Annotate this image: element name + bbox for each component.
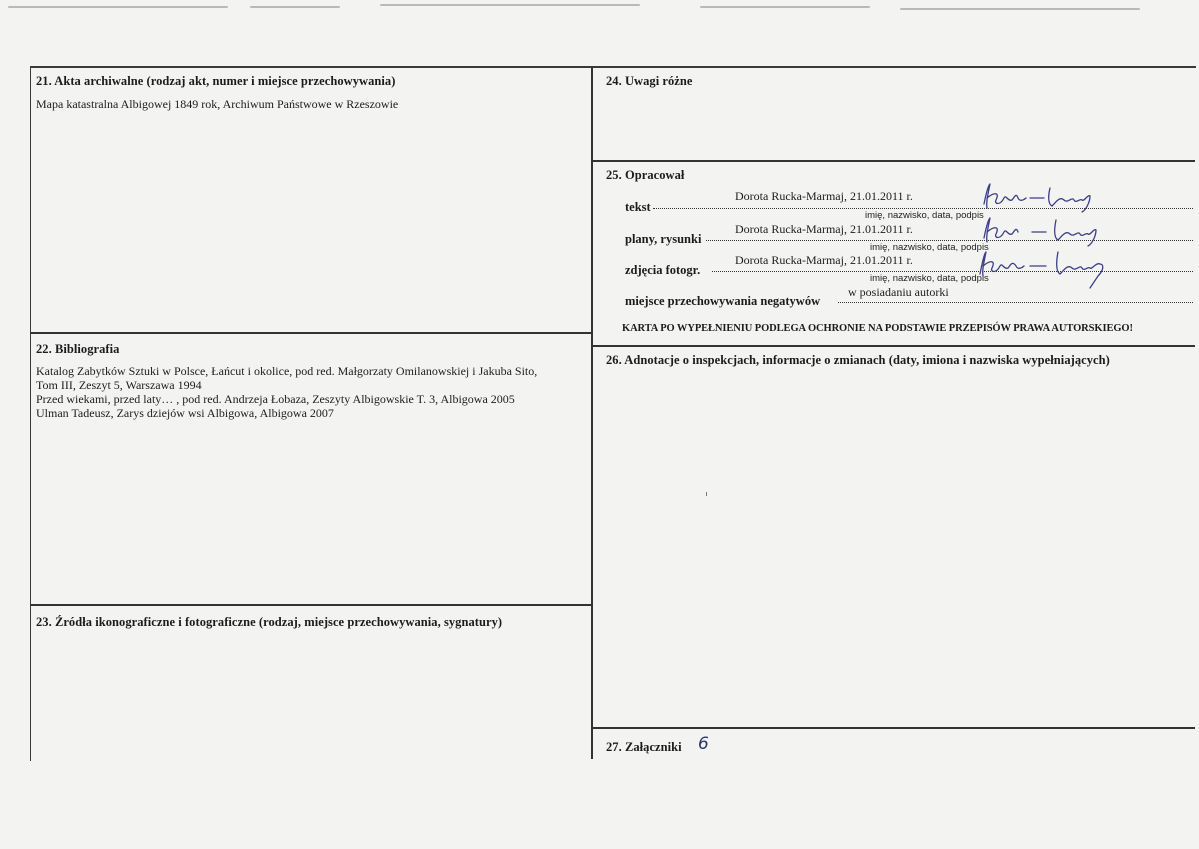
value-miejsce-negatywow: w posiadaniu autorki xyxy=(848,285,949,299)
hint-plany-rysunki: imię, nazwisko, data, podpis xyxy=(870,242,989,253)
section-27-title: 27. Załączniki xyxy=(606,740,682,754)
text-line: Katalog Zabytków Sztuki w Polsce, Łańcut i okolice, pod red. Małgorzaty Omilanowskiej i Jakuba Sito, xyxy=(36,364,538,378)
divider-26-27 xyxy=(592,727,1195,729)
text-line: Mapa katastralna Albigowej 1849 rok, Archiwum Państwowe w Rzeszowie xyxy=(36,97,399,111)
section-25-title: 25. Opracował xyxy=(606,168,685,182)
scan-speck xyxy=(706,492,707,496)
section-22-title: 22. Bibliografia xyxy=(36,342,120,356)
value-zdjecia-fotogr: Dorota Rucka-Marmaj, 21.01.2011 r. xyxy=(735,253,913,267)
value-tekst: Dorota Rucka-Marmaj, 21.01.2011 r. xyxy=(735,189,913,203)
label-miejsce-negatywow: miejsce przechowywania negatywów xyxy=(625,294,821,308)
divider-21-22 xyxy=(30,332,592,334)
section-23-title: 23. Źródła ikonograficzne i fotograficzne (rodzaj, miejsce przechowywania, sygnatury) xyxy=(36,615,503,629)
text-line: Przed wiekami, przed laty… , pod red. Andrzeja Łobaza, Zeszyty Albigowskie T. 3, Albigowa 2005 xyxy=(36,392,515,406)
section-21-content xyxy=(36,97,398,111)
text-line: Tom III, Zeszyt 5, Warszawa 1994 xyxy=(36,378,202,392)
value-plany-rysunki: Dorota Rucka-Marmaj, 21.01.2011 r. xyxy=(735,222,913,236)
divider-22-23 xyxy=(30,604,592,606)
scan-edge-marks xyxy=(0,0,1199,18)
section-24-title: 24. Uwagi różne xyxy=(606,74,693,88)
divider-24-25 xyxy=(592,160,1195,162)
copyright-notice: KARTA PO WYPEŁNIENIU PODLEGA OCHRONIE NA PODSTAWIE PRZEPISÓW PRAWA AUTORSKIEGO! xyxy=(622,323,1133,334)
label-tekst: tekst xyxy=(625,200,651,214)
label-plany-rysunki: plany, rysunki xyxy=(625,232,702,246)
column-divider xyxy=(591,66,593,759)
signature-image xyxy=(978,214,1102,248)
section-26-title: 26. Adnotacje o inspekcjach, informacje o zmianach (daty, imiona i nazwiska wypełniających) xyxy=(606,353,1110,367)
hint-zdjecia-fotogr: imię, nazwisko, data, podpis xyxy=(870,273,989,284)
section-22-content xyxy=(36,364,537,420)
dotted-line xyxy=(838,302,1193,303)
divider-25-26 xyxy=(592,345,1195,347)
signature-image xyxy=(972,246,1122,290)
dotted-line xyxy=(653,208,1193,209)
hint-tekst: imię, nazwisko, data, podpis xyxy=(865,210,984,221)
attachments-count: 6 xyxy=(698,734,709,754)
signature-image xyxy=(978,180,1098,214)
text-line: Ulman Tadeusz, Zarys dziejów wsi Albigowa, Albigowa 2007 xyxy=(36,406,334,420)
dotted-line xyxy=(706,240,1193,241)
label-zdjecia-fotogr: zdjęcia fotogr. xyxy=(625,263,701,277)
section-21-title: 21. Akta archiwalne (rodzaj akt, numer i miejsce przechowywania) xyxy=(36,74,396,88)
